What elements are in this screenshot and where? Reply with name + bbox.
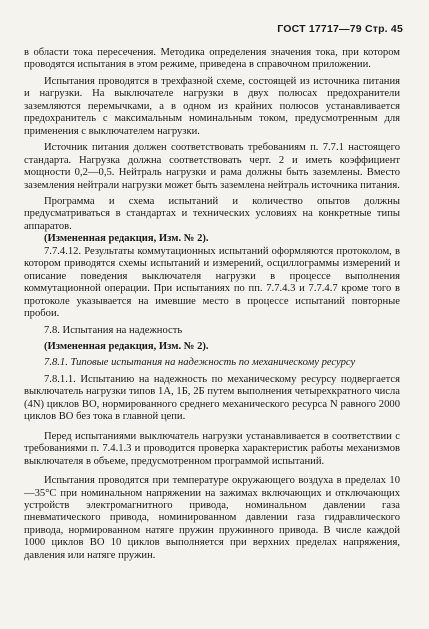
paragraph-test-circuit: Испытания проводятся в трехфазной схеме, состоящей из источника питания и нагрузки. На выключателе нагрузки в двух полюсах предохранители заземляются перемычками, а в одном из крайних полюсов устанавливается предохранитель с максимальным номинальным током, предусмотренным для применения с выключателем нагрузки. xyxy=(24,75,400,137)
page-body xyxy=(24,47,400,562)
paragraph-program: Программа и схема испытаний и количество опытов должны предусматриваться в стандартах и технических условиях на конкретные типы аппаратов. xyxy=(24,195,400,232)
page-header: ГОСТ 17717—79 Стр. 45 xyxy=(277,23,403,35)
paragraph-7-7-4-12: 7.7.4.12. Результаты коммутационных испытаний оформляются протоколом, в котором приводятся схемы испытаний и измерений, осциллограммы измерений и описание поведения выключателя нагрузки в процессе выполнения коммутационной операции. При испытаниях по пп. 7.7.4.3 и 7.7.4.7 кроме того в протоколе указывается на имевшие место в процессе испытаний повторные пробои. xyxy=(24,245,400,320)
paragraph-continuation: в области тока пересечения. Методика определения значения тока, при котором проводятся испытания в этом режиме, приведена в справочном приложении. xyxy=(24,47,400,71)
paragraph-setup: Перед испытаниями выключатель нагрузки устанавливается в соответствии с требованиями п. 7.4.1.3 и проводится проверка характеристик работы механизмов выключателя в объеме, предусмотренном программой испытаний. xyxy=(24,430,400,467)
subsection-heading-7-8-1: 7.8.1. Типовые испытания на надежность по механическому ресурсу xyxy=(44,357,356,369)
amendment-note: (Измененная редакция, Изм. № 2). xyxy=(44,340,209,352)
amendment-note: (Измененная редакция, Изм. № 2). xyxy=(44,233,209,245)
section-heading-7-8: 7.8. Испытания на надежность xyxy=(44,324,183,336)
paragraph-7-8-1-1: 7.8.1.1. Испытанию на надежность по механическому ресурсу подвергается выключатель нагрузки типов 1А, 1Б, 2Б путем выполнения четырехкратного числа (4N) циклов ВО, нормированного среднего механического ресурса N равного 2000 циклов ВО без тока в главной цепи. xyxy=(24,373,400,423)
paragraph-power-source: Источник питания должен соответствовать требованиям п. 7.7.1 настоящего стандарта. Нагрузка должна соответствовать черт. 2 и иметь коэффициент мощности 0,2—0,5. Нейтраль нагрузки и рама должны быть заземлены. Вместо заземления нейтрали нагрузки может быть заземлена нейтраль источника питания. xyxy=(24,142,400,191)
paragraph-test-conditions: Испытания проводятся при температуре окружающего воздуха в пределах 10—35°С при номинальном напряжении на зажимах включающих и отключающих устройств электромагнитного привода, номинальном давлении газа пневматического привода, номинированном давлении газа гидравлического привода, нормированном натяге пружин пружинного привода. В числе каждой 1000 циклов ВО 10 циклов выполняется при верхних пределах напряжения, давления или натяге пружин. xyxy=(24,475,400,561)
